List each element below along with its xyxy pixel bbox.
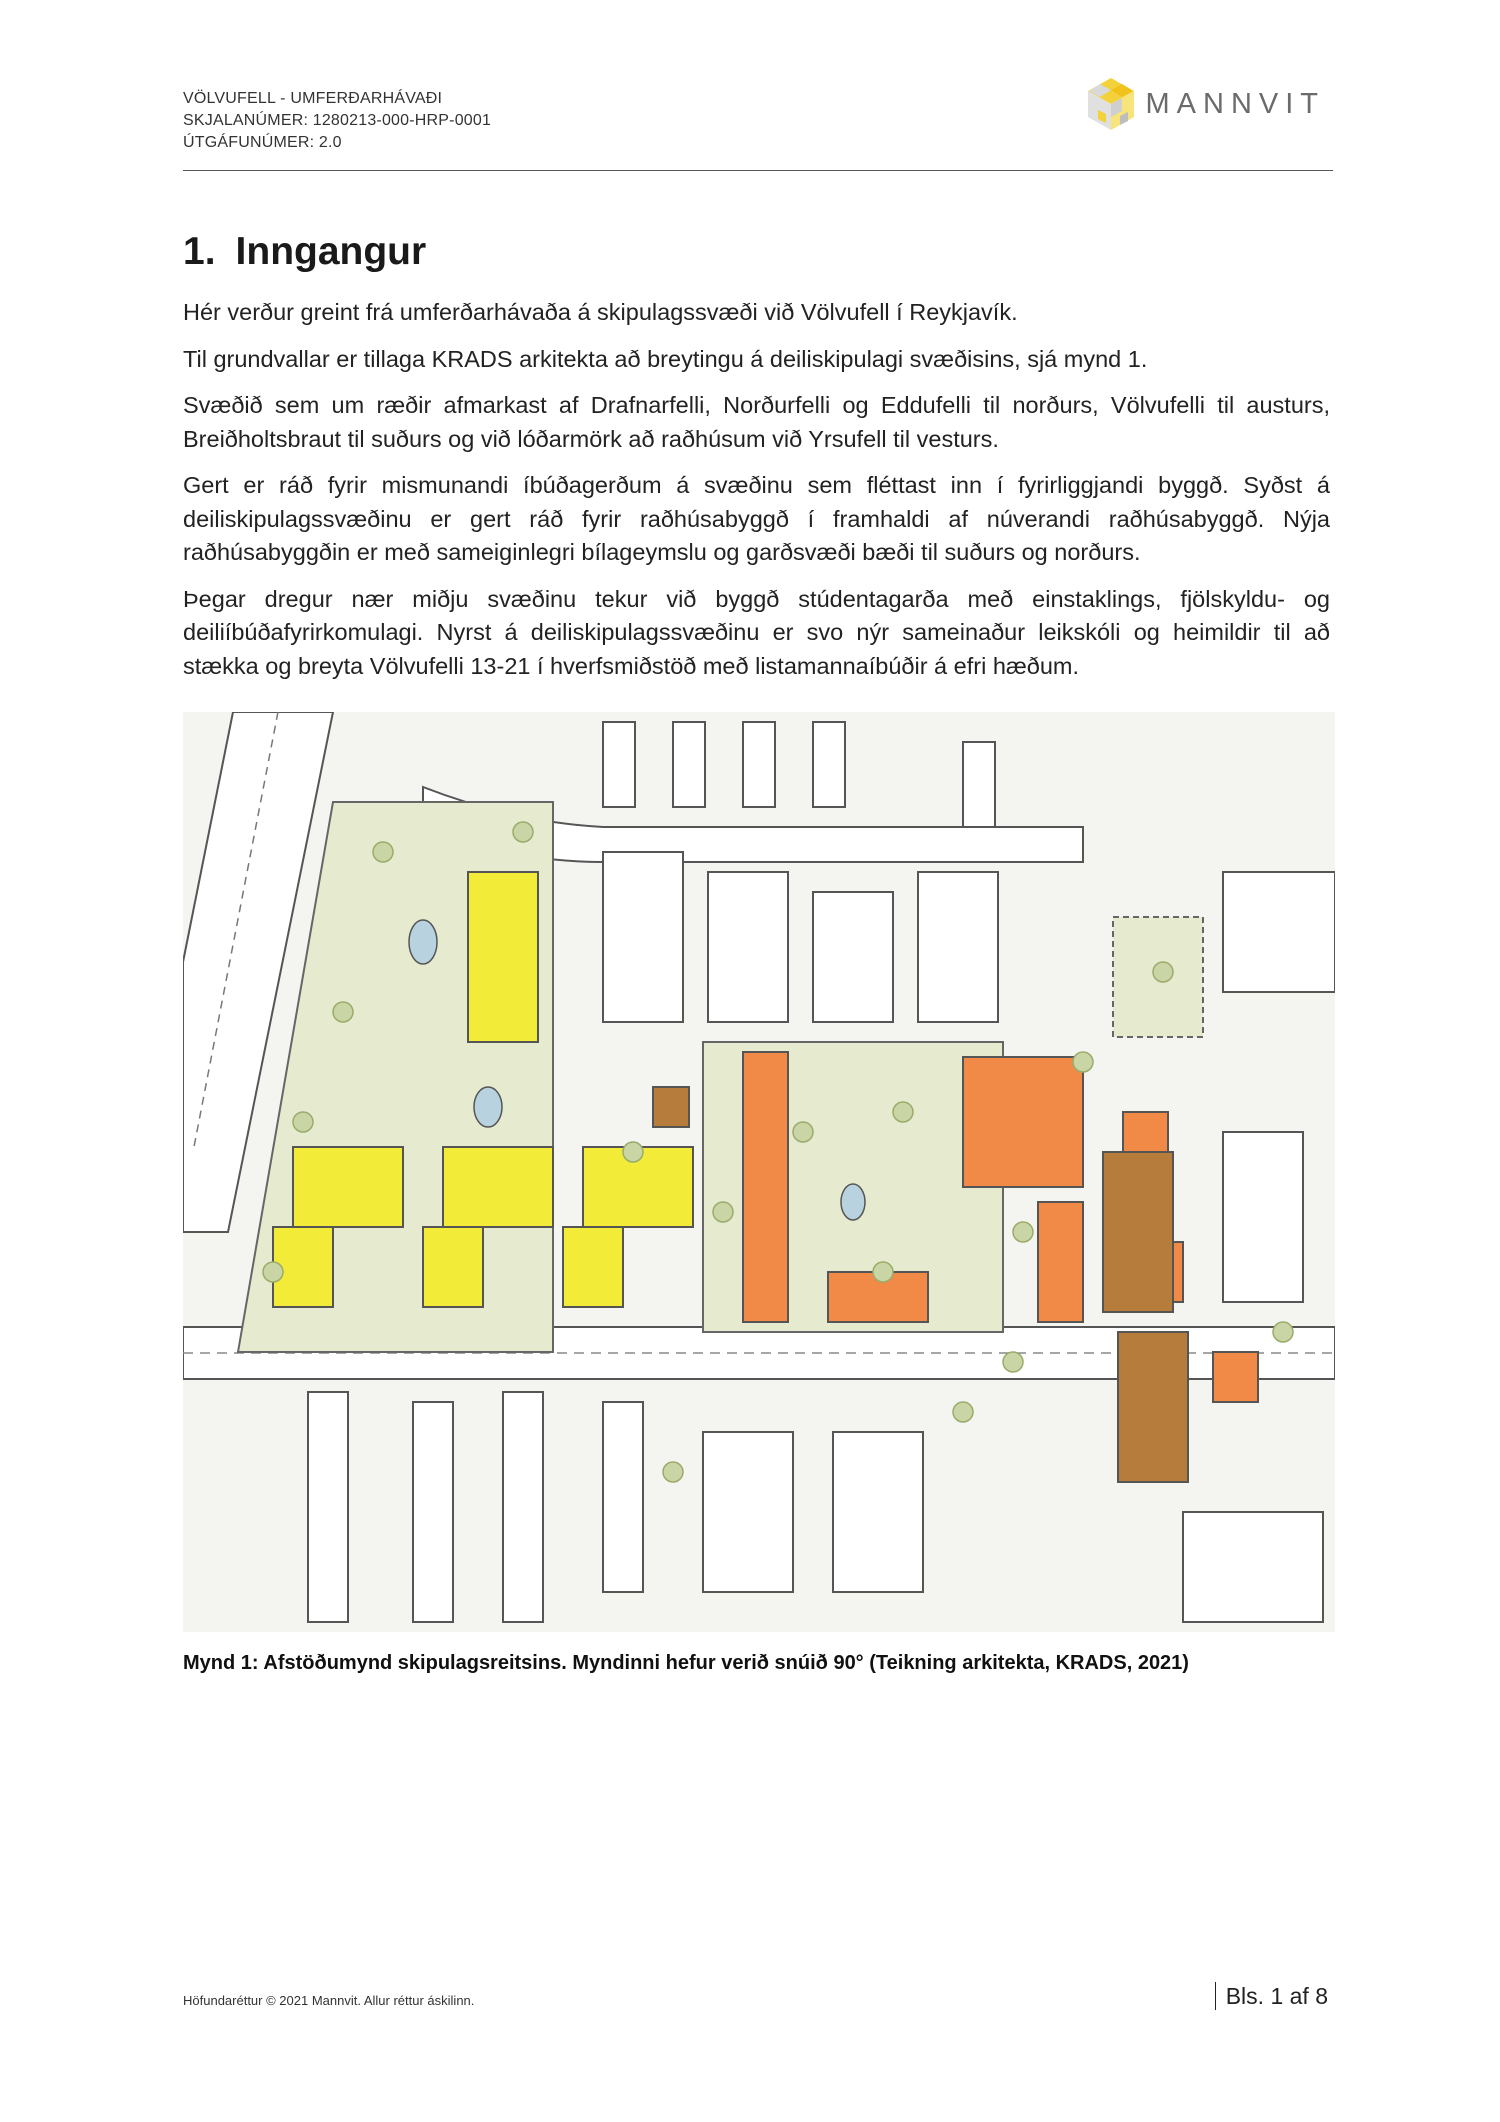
section-heading (183, 230, 426, 274)
mannvit-logo (1084, 76, 1326, 132)
cube-logo-icon (1084, 76, 1138, 132)
section-title: Inngangur (235, 230, 427, 273)
document-header (183, 88, 1333, 171)
site-plan-figure (183, 712, 1335, 1632)
copyright-notice: Höfundaréttur © 2021 Mannvit. Allur réttur áskilinn. (183, 1993, 475, 2008)
body-text (183, 296, 1330, 696)
figure-caption: Mynd 1: Afstöðumynd skipulagsreitsins. Myndinni hefur verið snúið 90° (Teikning arkitekta, KRADS, 2021) (183, 1652, 1189, 1674)
version-number: ÚTGÁFUNÚMER: 2.0 (183, 134, 342, 151)
logo-wordmark: MANNVIT (1145, 87, 1325, 120)
project-name: VÖLVUFELL - UMFERÐARHÁVAÐI (183, 90, 443, 107)
section-number: 1. (183, 230, 216, 273)
paragraph: Þegar dregur nær miðju svæðinu tekur við byggð stúdentagarða með einstaklings, fjölskyldu- og deiliíbúðafyrirkomulagi. Nyrst á deiliskipulagssvæðinu er svo nýr sameinaður leikskóli og heimildir til að stækka og breyta Völvufelli 13-21 í hverfsmiðstöð með listamannaíbúðir á efri hæðum. (183, 585, 1330, 679)
paragraph: Svæðið sem um ræðir afmarkast af Drafnarfelli, Norðurfelli og Eddufelli til norðurs, Völvufelli til austurs, Breiðholtsbraut til suðurs og við lóðarmörk að raðhúsum við Yrsufell til vesturs. (183, 392, 1330, 452)
site-plan-drawing (183, 712, 1335, 1632)
paragraph: Gert er ráð fyrir mismunandi íbúðagerðum á svæðinu sem fléttast inn í fyrirliggjandi byggð. Syðst á deiliskipulagssvæðinu er gert ráð fyrir raðhúsabyggð í framhaldi af núverandi raðhúsabyggð. Nýja raðhúsabyggðin er með sameiginlegri bílageymslu og garðsvæði bæði til suðurs og norðurs. (183, 472, 1330, 565)
paragraph: Hér verður greint frá umferðarhávaða á skipulagssvæði við Völvufell í Reykjavík. (183, 299, 1018, 325)
document-number: SKJALANÚMER: 1280213-000-HRP-0001 (183, 112, 492, 129)
paragraph: Til grundvallar er tillaga KRADS arkitekta að breytingu á deiliskipulagi svæðisins, sjá mynd 1. (183, 345, 1148, 372)
page-number: Bls. 1 af 8 (1215, 1982, 1328, 2010)
